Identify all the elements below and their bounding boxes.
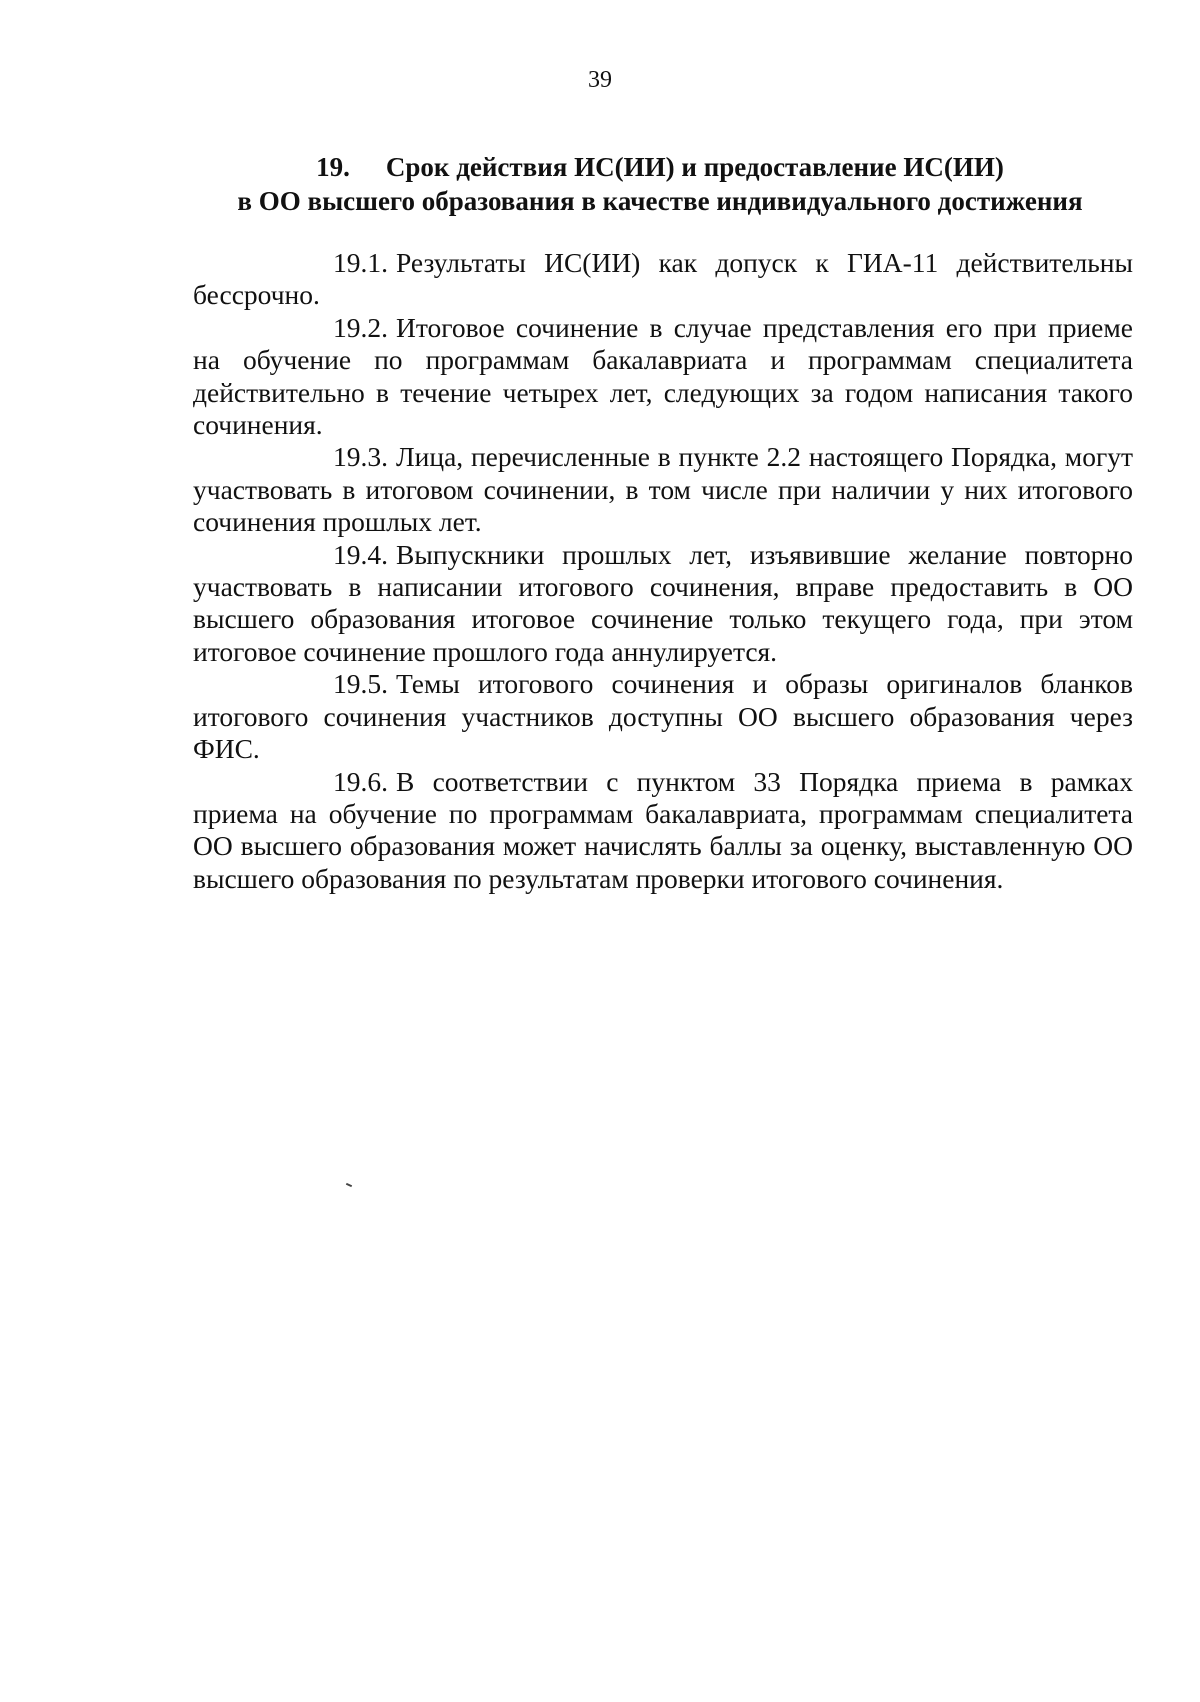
paragraph-text: Итоговое сочинение в случае представления его при приеме на обучение по программам бакалавриата и программам специалитета действительно в течение четырех лет, следующих за годом написания такого сочинения. bbox=[193, 311, 1133, 441]
paragraph-19-6 bbox=[193, 766, 1133, 896]
paragraph-19-4 bbox=[193, 539, 1133, 669]
section-title-line-1: Срок действия ИС(ИИ) и предоставление ИС(ИИ) bbox=[385, 152, 1004, 182]
paragraph-text: Выпускники прошлых лет, изъявившие желание повторно участвовать в написании итогового сочинения, вправе предоставить в ОО высшего образования итоговое сочинение только текущего года, при этом итоговое сочинение прошлого года аннулируется. bbox=[193, 538, 1133, 667]
section-body bbox=[193, 247, 1133, 895]
paragraph-text: В соответствии с пунктом 33 Порядка приема в рамках приема на обучение по программам бакалавриата, программам специалитета ОО высшего образования может начислять баллы за оценку, выставленную ОО высшего образования по результатам проверки итогового сочинения. bbox=[193, 765, 1133, 894]
paragraph-text: Результаты ИС(ИИ) как допуск к ГИА-11 действительны бессрочно. bbox=[193, 247, 1133, 311]
paragraph-19-5 bbox=[193, 668, 1133, 765]
section-heading-line-1 bbox=[190, 150, 1130, 184]
paragraph-19-2 bbox=[193, 312, 1133, 442]
section-title-line-2: в ОО высшего образования в качестве индивидуального достижения bbox=[237, 186, 1083, 216]
paragraph-number: 19.1. bbox=[333, 247, 388, 278]
paragraph-number: 19.5. bbox=[333, 668, 388, 700]
paragraph-number: 19.3. bbox=[333, 441, 388, 473]
section-number: 19. bbox=[316, 152, 350, 182]
section-heading bbox=[190, 150, 1130, 218]
page-number: 39 bbox=[588, 67, 612, 93]
paragraph-19-1 bbox=[193, 247, 1133, 312]
paragraph-number: 19.4. bbox=[333, 538, 388, 570]
paragraph-text: Темы итогового сочинения и образы оригиналов бланков итогового сочинения участников доступны ОО высшего образования через ФИС. bbox=[193, 668, 1133, 765]
scan-speck bbox=[346, 1183, 352, 1187]
paragraph-number: 19.6. bbox=[333, 765, 388, 797]
paragraph-text: Лица, перечисленные в пункте 2.2 настоящего Порядка, могут участвовать в итоговом сочинении, в том числе при наличии у них итогового сочинения прошлых лет. bbox=[193, 441, 1133, 538]
paragraph-19-3 bbox=[193, 441, 1133, 538]
paragraph-number: 19.2. bbox=[333, 311, 388, 343]
